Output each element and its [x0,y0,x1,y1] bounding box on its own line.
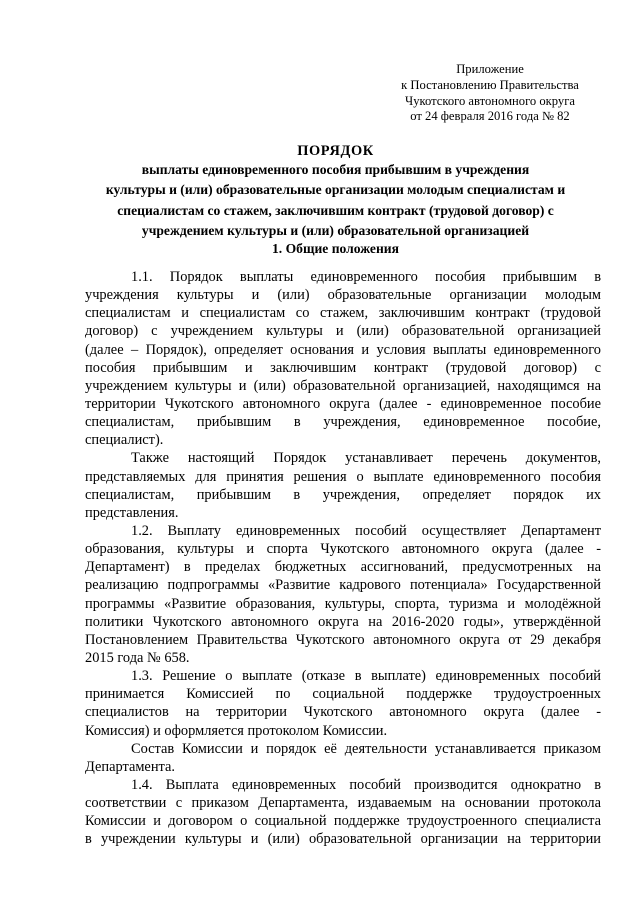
paragraph-line: учреждения культуры и (или) образовательные организации молодым [85,287,601,304]
paragraph-line: специалистам, прибывшим в учреждения, единовременное пособие, [85,414,601,431]
appendix-line: Чукотского автономного округа [405,93,575,108]
paragraph-line: Департамента. [85,758,175,775]
appendix-line: к Постановлению Правительства [401,77,579,92]
body-text [85,268,601,849]
document-title: ПОРЯДОК [297,143,374,159]
paragraph-line: представления. [85,504,179,521]
paragraph-line: (далее – Порядок), определяет основания и условия выплаты единовременного [85,341,601,358]
paragraph-line: 1.3. Решение о выплате (отказе в выплате) единовременных пособий [131,668,601,685]
paragraph-line: принимается Комиссией по социальной поддержке трудоустроенных [85,686,601,703]
paragraph-line: территории Чукотского автономного округа (далее - единовременное пособие [85,395,601,412]
paragraph-line: 1.1. Порядок выплаты единовременного пособия прибывшим в [131,269,601,285]
paragraph-line: соответствии с приказом Департамента, издаваемым на основании протокола [85,795,601,812]
paragraph-line: программы «Развитие образования, культуры, спорта, туризма и молодёжной [85,595,601,612]
paragraph-line: политики Чукотского автономного округа на 2016-2020 годы», утверждённой [85,613,601,630]
paragraph-line: образования, культуры и спорта Чукотского автономного округа (далее - [85,541,601,558]
document-subtitle-line: специалистам со стажем, заключившим контракт (трудовой договор) с [117,202,554,218]
paragraph-line: Также настоящий Порядок устанавливает перечень документов, [131,450,601,467]
paragraph-line: Комиссия) и оформляется протоколом Комиссии. [85,722,388,739]
paragraph-line: 1.2. Выплату единовременных пособий осуществляет Департамент [131,522,601,539]
paragraph-line: 1.4. Выплата единовременных пособий производится однократно в [131,776,601,793]
appendix-line: Приложение [456,62,524,76]
paragraph-line: в учреждении культуры и (или) образовательной организации на территории [85,831,601,848]
paragraph-line: реализацию подпрограммы «Развитие кадрового потенциала» Государственной [85,577,601,594]
paragraph-line: Постановлением Правительства Чукотского автономного округа от 29 декабря [85,631,601,648]
appendix-line: от 24 февраля 2016 года № 82 [410,109,570,124]
paragraph-line: специалистов на территории Чукотского автономного округа (далее - [85,704,601,721]
paragraph-line: Состав Комиссии и порядок её деятельности устанавливается приказом [131,740,601,757]
section-heading: 1. Общие положения [272,241,399,256]
document-subtitle-line: культуры и (или) образовательные организации молодым специалистам и [105,182,566,198]
document-subtitle-line: учреждением культуры и (или) образовательной организацией [141,223,530,239]
paragraph-line: представляемых для принятия решения о выплате единовременного пособия [85,468,601,485]
appendix-block [380,62,600,125]
title-block [70,143,601,242]
paragraph-line: специалистам, прибывшим в учреждения, определяет порядок их [85,486,601,503]
paragraph-line: пособия прибывшим и заключившим контракт (трудовой договор) с [85,359,601,376]
paragraph-line: Комиссии и договором о социальной поддержке трудоустроенного специалиста [85,813,601,830]
paragraph-line: Департамент) в пределах бюджетных ассигнований, предусмотренных на [85,559,601,576]
paragraph-line: учреждением культуры и (или) образовательной организацией, находящимся на [85,377,601,394]
paragraph-line: специалистам и специалистам со стажем, заключившим контракт (трудовой [85,305,601,322]
document-subtitle-line: выплаты единовременного пособия прибывшим в учреждения [141,162,530,177]
paragraph-line: 2015 года № 658. [85,649,190,666]
paragraph-line: специалист). [85,432,164,449]
paragraph-line: договор) с учреждением культуры и (или) образовательной организацией [85,323,601,340]
